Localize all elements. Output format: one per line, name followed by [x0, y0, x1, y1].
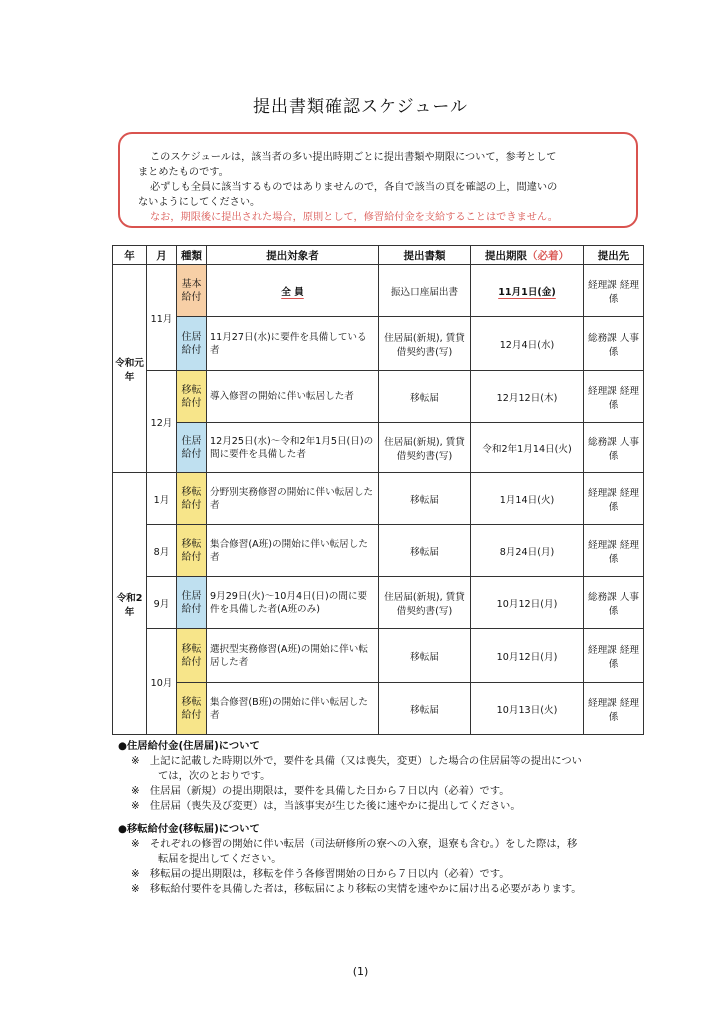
- docs-cell: 移転届: [379, 473, 471, 525]
- deadline-cell: 12月12日(木): [471, 371, 584, 423]
- deadline-cell: 8月24日(月): [471, 525, 584, 577]
- header-year: 年: [113, 246, 147, 265]
- note-line: 転届を提出してください。: [158, 853, 282, 865]
- dest-cell: 経理課 経理係: [584, 525, 644, 577]
- target-cell: 11月27日(水)に要件を具備している者: [207, 317, 379, 371]
- note-line: ※ 住居届（喪失及び変更）は，当該事実が生じた後に速やかに提出してください。: [131, 800, 521, 812]
- month-cell: 10月: [147, 629, 177, 735]
- page-title: 提出書類確認スケジュール: [253, 97, 468, 117]
- header-docs: 提出書類: [379, 246, 471, 265]
- type-cell: 住居給付: [177, 577, 207, 629]
- header-target: 提出対象者: [207, 246, 379, 265]
- section-heading: ●住居給付金(住居届)について: [118, 740, 260, 752]
- year-cell: 令和2年: [113, 473, 147, 735]
- dest-cell: 経理課 経理係: [584, 629, 644, 683]
- notice-box: [118, 132, 638, 228]
- notice-line: ないようにしてください。: [138, 197, 261, 208]
- target-cell: 12月25日(水)～令和2年1月5日(日)の間に要件を具備した者: [207, 423, 379, 473]
- type-cell: 住居給付: [177, 423, 207, 473]
- target-cell: 集合修習(B班)の開始に伴い転居した者: [207, 683, 379, 735]
- month-cell: 8月: [147, 525, 177, 577]
- year-cell: 令和元年: [113, 265, 147, 473]
- table-row: [113, 265, 644, 317]
- table-row: [113, 525, 644, 577]
- month-cell: 12月: [147, 371, 177, 473]
- dest-cell: 経理課 経理係: [584, 265, 644, 317]
- docs-cell: 移転届: [379, 629, 471, 683]
- deadline-cell: 10月12日(月): [471, 629, 584, 683]
- dest-cell: 総務課 人事係: [584, 577, 644, 629]
- table-row: [113, 629, 644, 683]
- table-row: [113, 371, 644, 423]
- note-line: ※ 移転届の提出期限は，移転を伴う各修習開始の日から７日以内（必着）です。: [131, 868, 510, 880]
- notice-line: このスケジュールは，該当者の多い提出時期ごとに提出書類や期限について，参考として: [150, 152, 557, 163]
- target-cell: 選択型実務修習(A班)の開始に伴い転居した者: [207, 629, 379, 683]
- deadline-cell: 1月14日(火): [471, 473, 584, 525]
- docs-cell: 住居届(新規), 賃貸借契約書(写): [379, 423, 471, 473]
- note-line: ては，次のとおりです。: [158, 770, 271, 782]
- target-cell: 全 員: [207, 265, 379, 317]
- moving-section: [118, 822, 638, 897]
- table-row: [113, 317, 644, 371]
- type-cell: 移転給付: [177, 371, 207, 423]
- dest-cell: 経理課 経理係: [584, 683, 644, 735]
- type-cell: 基本給付: [177, 265, 207, 317]
- target-cell: 分野別実務修習の開始に伴い転居した者: [207, 473, 379, 525]
- table-header-row: [113, 246, 644, 265]
- header-month: 月: [147, 246, 177, 265]
- docs-cell: 移転届: [379, 525, 471, 577]
- table-row: [113, 423, 644, 473]
- dest-cell: 総務課 人事係: [584, 423, 644, 473]
- docs-cell: 住居届(新規), 賃貸借契約書(写): [379, 317, 471, 371]
- note-line: ※ 住居届（新規）の提出期限は，要件を具備した日から７日以内（必着）です。: [131, 785, 510, 797]
- type-cell: 住居給付: [177, 317, 207, 371]
- docs-cell: 住居届(新規), 賃貸借契約書(写): [379, 577, 471, 629]
- month-cell: 11月: [147, 265, 177, 371]
- target-cell: 9月29日(火)～10月4日(日)の間に要件を具備した者(A班のみ): [207, 577, 379, 629]
- dest-cell: 経理課 経理係: [584, 473, 644, 525]
- docs-cell: 移転届: [379, 371, 471, 423]
- notice-line: まとめたものです。: [138, 167, 229, 178]
- month-cell: 9月: [147, 577, 177, 629]
- docs-cell: 振込口座届出書: [379, 265, 471, 317]
- note-line: ※ それぞれの修習の開始に伴い転居（司法研修所の寮への入寮，退寮も含む。）をした際は，移: [131, 838, 578, 850]
- deadline-cell: 令和2年1月14日(火): [471, 423, 584, 473]
- housing-section: [118, 739, 638, 814]
- section-heading: ●移転給付金(移転届)について: [118, 823, 260, 835]
- header-deadline: 提出期限（必着）: [471, 246, 584, 265]
- deadline-cell: 11月1日(金): [471, 265, 584, 317]
- docs-cell: 移転届: [379, 683, 471, 735]
- type-cell: 移転給付: [177, 629, 207, 683]
- table-row: [113, 577, 644, 629]
- dest-cell: 経理課 経理係: [584, 371, 644, 423]
- dest-cell: 総務課 人事係: [584, 317, 644, 371]
- type-cell: 移転給付: [177, 473, 207, 525]
- table-row: [113, 473, 644, 525]
- deadline-cell: 12月4日(水): [471, 317, 584, 371]
- note-line: ※ 上記に記載した時期以外で，要件を具備（又は喪失，変更）した場合の住居届等の提出につい: [131, 755, 582, 767]
- deadline-cell: 10月13日(火): [471, 683, 584, 735]
- target-cell: 集合修習(A班)の開始に伴い転居した者: [207, 525, 379, 577]
- notice-warning: なお，期限後に提出された場合，原則として，修習給付金を支給することはできません。: [150, 212, 558, 223]
- note-line: ※ 移転給付要件を具備した者は，移転届により移転の実情を速やかに届け出る必要があります。: [131, 883, 582, 895]
- schedule-table: [112, 245, 644, 735]
- target-cell: 導入修習の開始に伴い転居した者: [207, 371, 379, 423]
- type-cell: 移転給付: [177, 525, 207, 577]
- header-dest: 提出先: [584, 246, 644, 265]
- month-cell: 1月: [147, 473, 177, 525]
- page-number: (1): [352, 965, 369, 978]
- header-type: 種類: [177, 246, 207, 265]
- notice-line: 必ずしも全員に該当するものではありませんので，各自で該当の頁を確認の上，間違いの: [150, 182, 558, 193]
- table-row: [113, 683, 644, 735]
- type-cell: 移転給付: [177, 683, 207, 735]
- deadline-cell: 10月12日(月): [471, 577, 584, 629]
